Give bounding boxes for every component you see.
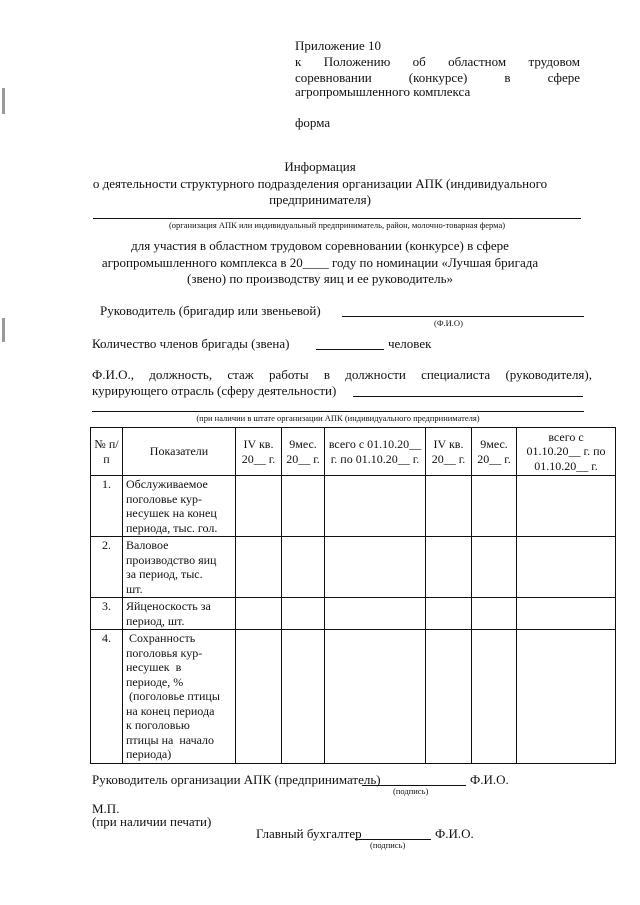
table-row	[91, 476, 616, 537]
indicator-line: к поголовью	[126, 718, 190, 732]
row-indicator	[123, 476, 236, 537]
appendix-number: Приложение 10	[295, 38, 382, 53]
value-cell[interactable]	[517, 598, 616, 630]
document-subtitle: о деятельности структурного подразделения организации АПК (индивидуального	[92, 176, 548, 191]
word: сфере	[547, 70, 580, 85]
word: об	[412, 54, 426, 69]
value-cell[interactable]	[236, 598, 282, 630]
word: областном	[448, 54, 507, 69]
specialist-caption: (при наличии в штате организации АПК (индивидуального предпринимателя)	[196, 413, 480, 423]
row-num: 3.	[91, 598, 123, 630]
seal-note: (при наличии печати)	[92, 814, 212, 829]
value-cell[interactable]	[325, 537, 426, 598]
indicator-line: периода)	[126, 747, 172, 761]
accountant-signature-caption: (подпись)	[370, 840, 406, 850]
specialist-line2: курирующего отрасль (сферу деятельности)	[92, 383, 337, 398]
indicator-line: поголовья кур-	[126, 645, 203, 660]
seal-label: М.П.	[92, 801, 120, 816]
appendix-line2	[295, 54, 580, 70]
value-cell[interactable]	[325, 630, 426, 764]
value-cell[interactable]	[517, 476, 616, 537]
org-head-signature-caption: (подпись)	[393, 786, 429, 796]
row-indicator	[123, 630, 236, 764]
value-cell[interactable]	[517, 630, 616, 764]
row-indicator	[123, 537, 236, 598]
header-q4: IV кв. 20__ г.	[236, 428, 282, 476]
indicator-line: поголовье кур-	[126, 491, 202, 506]
word: в	[504, 70, 511, 85]
table-row	[91, 598, 616, 630]
row-indicator	[123, 598, 236, 630]
org-head-label: Руководитель организации АПК (предприниматель)	[92, 772, 381, 787]
value-cell[interactable]	[325, 476, 426, 537]
row-num: 4.	[91, 630, 123, 764]
indicator-line: Сохранность	[126, 631, 196, 645]
participation-line1: для участия в областном трудовом соревновании (конкурсе) в сфере	[131, 238, 509, 253]
specialist-line1: Ф.И.О., должность, стаж работы в должности специалиста (руководителя),	[92, 367, 592, 382]
organization-fill-line	[93, 218, 581, 219]
org-head-fio: Ф.И.О.	[470, 772, 509, 787]
indicator-line: (поголовье птицы	[126, 689, 220, 703]
value-cell[interactable]	[472, 598, 517, 630]
word: к	[295, 54, 302, 69]
header-9m: 9мес. 20__ г.	[282, 428, 325, 476]
value-cell[interactable]	[472, 630, 517, 764]
scan-mark	[2, 318, 5, 342]
document-title: Информация	[284, 159, 356, 174]
word: (конкурсе)	[408, 70, 468, 85]
indicator-line: Валовое	[126, 538, 169, 552]
value-cell[interactable]	[282, 537, 325, 598]
value-cell[interactable]	[282, 630, 325, 764]
leader-label: Руководитель (бригадир или звеньевой)	[100, 303, 321, 318]
value-cell[interactable]	[282, 476, 325, 537]
row-num: 2.	[91, 537, 123, 598]
leader-caption: (Ф.И.О)	[434, 318, 463, 328]
indicator-line: шт.	[126, 581, 143, 596]
word: трудовом	[528, 54, 580, 69]
value-cell[interactable]	[236, 537, 282, 598]
value-cell[interactable]	[426, 630, 472, 764]
indicator-line: периоде, %	[126, 674, 184, 689]
header-total: всего с 01.10.20__ г. по 01.10.20__ г.	[325, 428, 426, 476]
header-q4: IV кв. 20__ г.	[426, 428, 472, 476]
indicator-line: птицы на начало	[126, 732, 215, 747]
specialist-fill-line	[353, 396, 583, 397]
form-label: форма	[295, 115, 331, 130]
word: Положению	[323, 54, 391, 69]
scan-mark	[2, 88, 5, 114]
indicator-line: на конец периода	[126, 703, 215, 718]
value-cell[interactable]	[325, 598, 426, 630]
value-cell[interactable]	[282, 598, 325, 630]
participation-line2: агропромышленного комплекса в 20____ году по номинации «Лучшая бригада	[101, 255, 539, 270]
value-cell[interactable]	[426, 537, 472, 598]
value-cell[interactable]	[236, 630, 282, 764]
document-subtitle-cont: предпринимателя)	[269, 192, 371, 207]
indicator-line: Обслуживаемое	[126, 477, 208, 491]
word: соревновании	[295, 70, 372, 85]
accountant-fio: Ф.И.О.	[435, 826, 474, 841]
table-row	[91, 537, 616, 598]
leader-fill-line	[342, 316, 584, 317]
members-unit: человек	[388, 336, 432, 351]
header-9m: 9мес. 20__ г.	[472, 428, 517, 476]
specialist-fill-line2	[92, 411, 584, 412]
table-header-row	[91, 428, 616, 476]
table-row	[91, 630, 616, 764]
accountant-label: Главный бухгалтер	[256, 826, 362, 841]
header-num: № п/п	[91, 428, 123, 476]
indicators-table	[90, 427, 616, 764]
members-fill-line	[316, 349, 384, 350]
row-num: 1.	[91, 476, 123, 537]
value-cell[interactable]	[472, 537, 517, 598]
value-cell[interactable]	[426, 598, 472, 630]
indicator-line: производство яиц	[126, 552, 217, 567]
indicator-line: Яйценоскость за	[126, 599, 211, 613]
appendix-line4: агропромышленного комплекса	[295, 84, 471, 99]
value-cell[interactable]	[236, 476, 282, 537]
participation-line3: (звено) по производству яиц и ее руководитель»	[186, 271, 453, 286]
indicator-line: несушек в	[126, 660, 182, 674]
indicator-line: за период, тыс.	[126, 567, 203, 581]
header-indicators: Показатели	[123, 428, 236, 476]
indicator-line: несушек на конец	[126, 506, 217, 520]
value-cell[interactable]	[472, 476, 517, 537]
value-cell[interactable]	[426, 476, 472, 537]
indicator-line: периода, тыс. гол.	[126, 520, 218, 535]
members-label: Количество членов бригады (звена)	[92, 336, 290, 351]
indicator-line: период, шт.	[126, 613, 185, 628]
value-cell[interactable]	[517, 537, 616, 598]
header-total: всего с 01.10.20__ г. по 01.10.20__ г.	[517, 428, 616, 476]
organization-caption: (организация АПК или индивидуальный предприниматель, район, молочно-товарная ферма)	[168, 220, 506, 230]
